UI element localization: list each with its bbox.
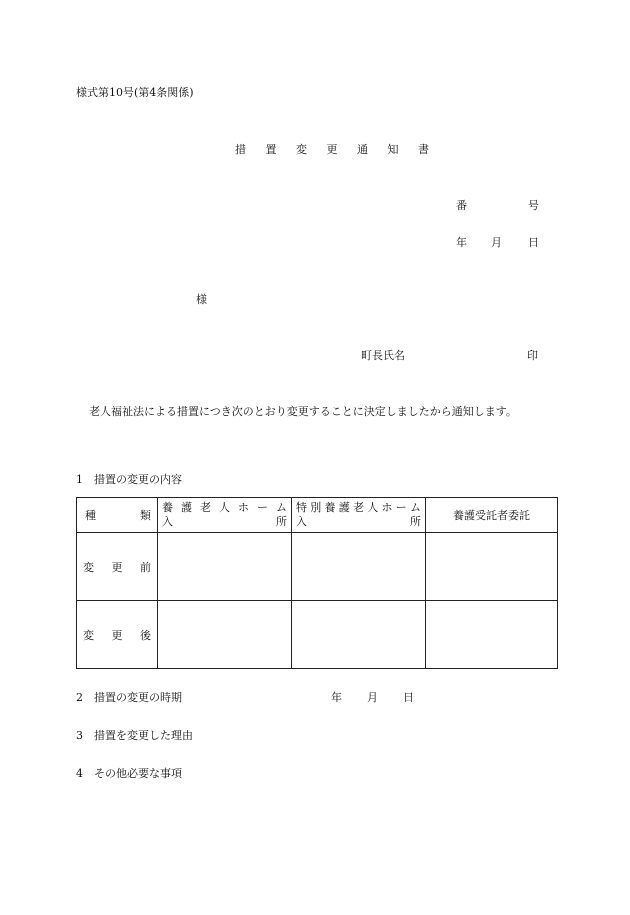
section-2-year-label: 年 bbox=[331, 691, 342, 704]
row-after-nursing-home-cell bbox=[158, 601, 292, 669]
header-special-nursing-home-line2b: 所 bbox=[410, 515, 421, 528]
section-2-day-label: 日 bbox=[403, 691, 414, 704]
table-row bbox=[77, 533, 558, 601]
row-label-cell bbox=[77, 601, 158, 669]
row-after-label: 変 更 後 bbox=[83, 628, 151, 642]
header-special-nursing-home-line1: 特別養護老人ホーム bbox=[296, 501, 421, 514]
header-foster-entrust-label: 養護受託者委託 bbox=[453, 509, 530, 522]
body-text: 老人福祉法による措置につき次のとおり変更することに決定しましたから通知します。 bbox=[89, 405, 517, 418]
row-before-foster-entrust-cell bbox=[426, 533, 558, 601]
header-special-nursing-home-line2a: 入 bbox=[296, 515, 307, 528]
document-title: 措 置 変 更 通 知 書 bbox=[235, 143, 437, 156]
form-number: 様式第10号(第4条関係) bbox=[76, 86, 194, 99]
addressee-suffix: 様 bbox=[196, 293, 207, 306]
number-label: 番 bbox=[456, 199, 467, 212]
header-special-nursing-home-cell bbox=[292, 498, 426, 533]
table-header-row bbox=[77, 498, 558, 533]
section-2-heading: 2 措置の変更の時期 bbox=[76, 691, 182, 704]
row-after-special-nursing-home-cell bbox=[292, 601, 426, 669]
section-4-heading: 4 その他必要な事項 bbox=[76, 767, 182, 780]
row-after-foster-entrust-cell bbox=[426, 601, 558, 669]
row-before-nursing-home-cell bbox=[158, 533, 292, 601]
header-nursing-home-line2a: 入 bbox=[162, 515, 173, 528]
row-label-cell bbox=[77, 533, 158, 601]
section-2-month-label: 月 bbox=[367, 691, 378, 704]
header-type-cell bbox=[77, 498, 158, 533]
date-day-label: 日 bbox=[528, 236, 539, 249]
section-3-heading: 3 措置を変更した理由 bbox=[76, 729, 193, 742]
row-before-special-nursing-home-cell bbox=[292, 533, 426, 601]
change-table bbox=[76, 497, 558, 669]
header-nursing-home-line2b: 所 bbox=[276, 515, 287, 528]
section-1-heading: 1 措置の変更の内容 bbox=[76, 473, 182, 486]
seal-mark: 印 bbox=[527, 349, 538, 362]
header-nursing-home-cell bbox=[158, 498, 292, 533]
date-month-label: 月 bbox=[491, 236, 502, 249]
mayor-name-label: 町長氏名 bbox=[361, 349, 405, 362]
row-before-label: 変 更 前 bbox=[83, 560, 151, 574]
table-row bbox=[77, 601, 558, 669]
header-foster-entrust-cell bbox=[426, 498, 558, 533]
date-year-label: 年 bbox=[456, 236, 467, 249]
header-type-label: 種 類 bbox=[85, 509, 151, 522]
number-suffix: 号 bbox=[528, 199, 539, 212]
header-nursing-home-line1: 養護老人ホーム bbox=[162, 501, 287, 514]
